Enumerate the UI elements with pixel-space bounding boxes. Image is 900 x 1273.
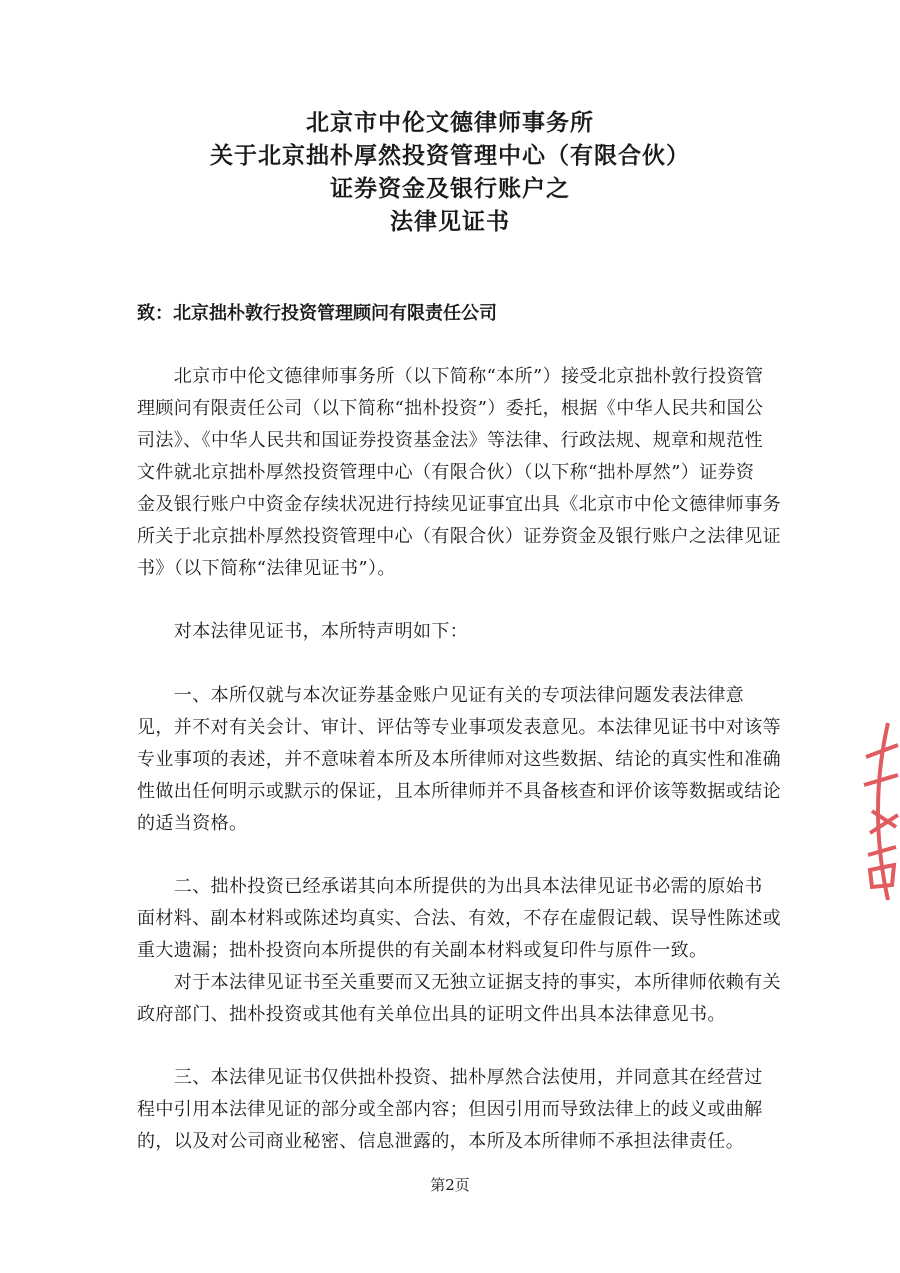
text-line: 的，以及对公司商业秘密、信息泄露的，本所及本所律师不承担法律责任。 [137,1131,745,1152]
text-line: 文件就北京拙朴厚然投资管理中心（有限合伙）（以下称“拙朴厚然”）证券资 [137,462,755,483]
addressee: 致：北京拙朴敦行投资管理顾问有限责任公司 [137,303,497,324]
text-line: 见，并不对有关会计、审计、评估等专业事项发表意见。本法律见证书中对该等 [137,717,781,738]
text-line: 书》（以下简称“法律见证书”）。 [137,558,396,579]
text-line: 一、本所仅就与本次证券基金账户见证有关的专项法律问题发表法律意 [137,685,745,706]
text-line: 程中引用本法律见证的部分或全部内容；但因引用而导致法律上的歧义或曲解 [137,1099,763,1120]
text-line: 二、拙朴投资已经承诺其向本所提供的为出具本法律见证书必需的原始书 [137,876,763,897]
declaration-heading [137,616,797,648]
seal-stamp-partial [848,715,900,905]
declaration-item-1 [137,680,797,840]
intro-paragraph [137,361,797,585]
page-number: 第2页 [430,1176,470,1194]
text-line: 面材料、副本材料或陈述均真实、合法、有效，不存在虚假记载、误导性陈述或 [137,908,781,929]
text-line: 专业事项的表述，并不意味着本所及本所律师对这些数据、结论的真实性和准确 [137,749,781,770]
document-title [0,106,900,238]
text-line: 对本法律见证书，本所特声明如下： [137,621,469,642]
text-line: 的适当资格。 [137,813,248,834]
text-line: 北京市中伦文德律师事务所（以下简称“本所”）接受北京拙朴敦行投资管 [137,366,764,387]
declaration-item-3 [137,1062,797,1158]
title-line-3: 证券资金及银行账户之 [330,175,570,202]
text-line: 对于本法律见证书至关重要而又无独立证据支持的事实，本所律师依赖有关 [137,972,781,993]
declaration-item-2 [137,871,797,1031]
text-line: 金及银行账户中资金存续状况进行持续见证事宜出具《北京市中伦文德律师事务 [137,494,781,515]
title-line-1: 北京市中伦文德律师事务所 [306,109,594,136]
text-line: 司法》、《中华人民共和国证券投资基金法》等法律、行政法规、规章和规范性 [137,430,763,451]
seal-stamp-icon [848,715,900,905]
title-line-2: 关于北京拙朴厚然投资管理中心（有限合伙） [210,142,690,169]
text-line: 三、本法律见证书仅供拙朴投资、拙朴厚然合法使用，并同意其在经营过 [137,1067,763,1088]
text-line: 所关于北京拙朴厚然投资管理中心（有限合伙）证券资金及银行账户之法律见证 [137,526,781,547]
text-line: 性做出任何明示或默示的保证，且本所律师并不具备核查和评价该等数据或结论 [137,781,781,802]
title-line-4: 法律见证书 [390,208,510,235]
text-line: 重大遗漏；拙朴投资向本所提供的有关副本材料或复印件与原件一致。 [137,940,708,961]
text-line: 理顾问有限责任公司（以下简称“拙朴投资”）委托，根据《中华人民共和国公 [137,398,764,419]
text-line: 政府部门、拙朴投资或其他有关单位出具的证明文件出具本法律意见书。 [137,1004,726,1025]
